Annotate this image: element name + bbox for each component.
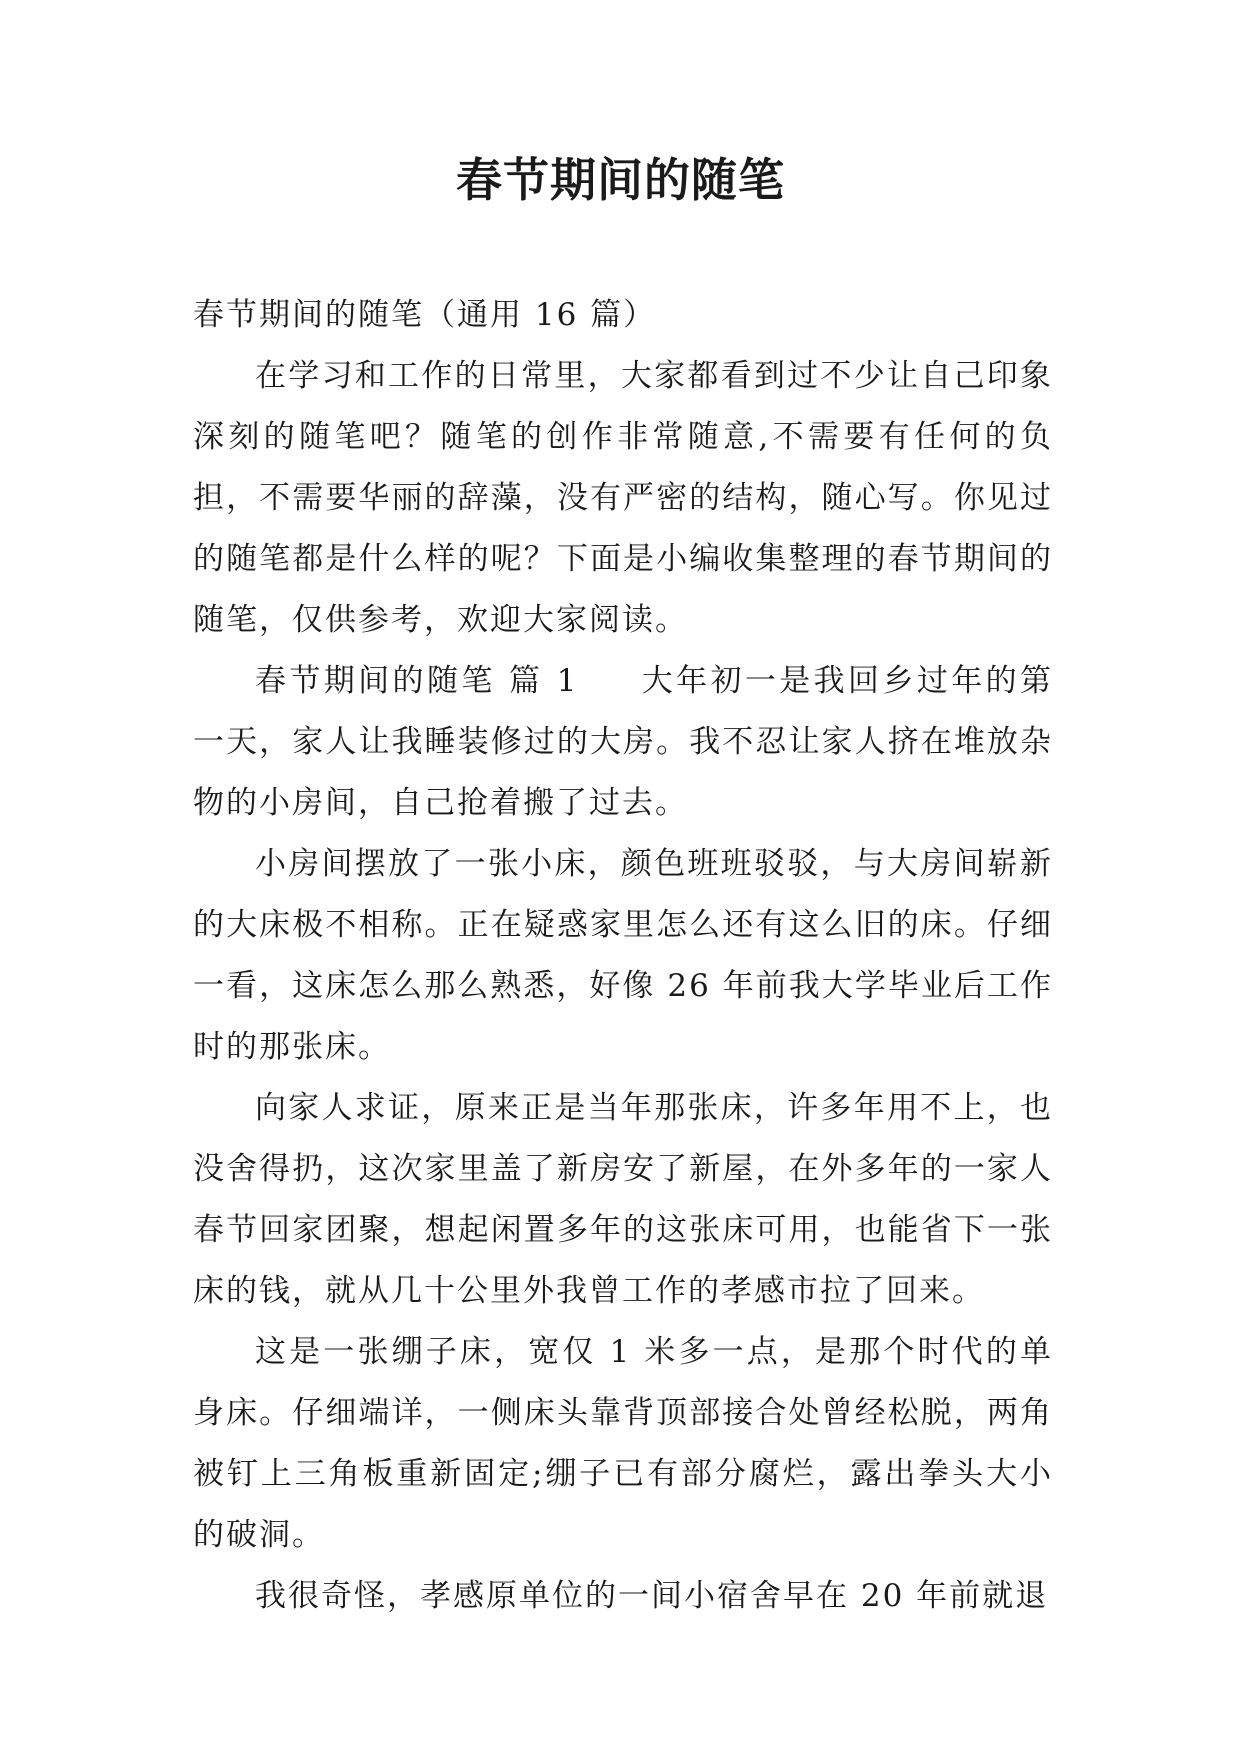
- section-heading: 春节期间的随笔 篇 1: [255, 663, 579, 699]
- body-paragraph: 我很奇怪，孝感原单位的一间小宿舍早在 20 年前就退: [255, 1578, 1049, 1614]
- section-first-text: 大年初一是我回乡过年的第一天，家人让我睡装修过的大房。我不忍让家人挤在堆放杂物的小房间，自己抢着搬了过去。: [193, 663, 1053, 821]
- body-paragraph: 这是一张绷子床，宽仅 1 米多一点，是那个时代的单身床。仔细端详，一侧床头靠背顶部接合处曾经松脱，两角被钉上三角板重新固定;绷子已有部分腐烂，露出拳头大小的破洞。: [193, 1334, 1053, 1553]
- body-paragraph: 小房间摆放了一张小床，颜色班班驳驳，与大房间崭新的大床极不相称。正在疑惑家里怎么还有这么旧的床。仔细一看，这床怎么那么熟悉，好像 26 年前我大学毕业后工作时的那张床。: [193, 846, 1053, 1065]
- document-body: [193, 285, 1053, 1627]
- section-1-paragraph: [193, 651, 1053, 834]
- body-paragraph: 向家人求证，原来正是当年那张床，许多年用不上，也没舍得扔，这次家里盖了新房安了新屋，在外多年的一家人春节回家团聚，想起闲置多年的这张床可用，也能省下一张床的钱，就从几十公里外我曾工作的孝感市拉了回来。: [193, 1090, 1053, 1309]
- document-title: 春节期间的随笔: [456, 153, 785, 207]
- document-subtitle: 春节期间的随笔（通用 16 篇）: [193, 297, 657, 333]
- intro-paragraph: 在学习和工作的日常里，大家都看到过不少让自己印象深刻的随笔吧？随笔的创作非常随意,不需要有任何的负担，不需要华丽的辞藻，没有严密的结构，随心写。你见过的随笔都是什么样的呢？下面是小编收集整理的春节期间的随笔，仅供参考，欢迎大家阅读。: [193, 358, 1053, 638]
